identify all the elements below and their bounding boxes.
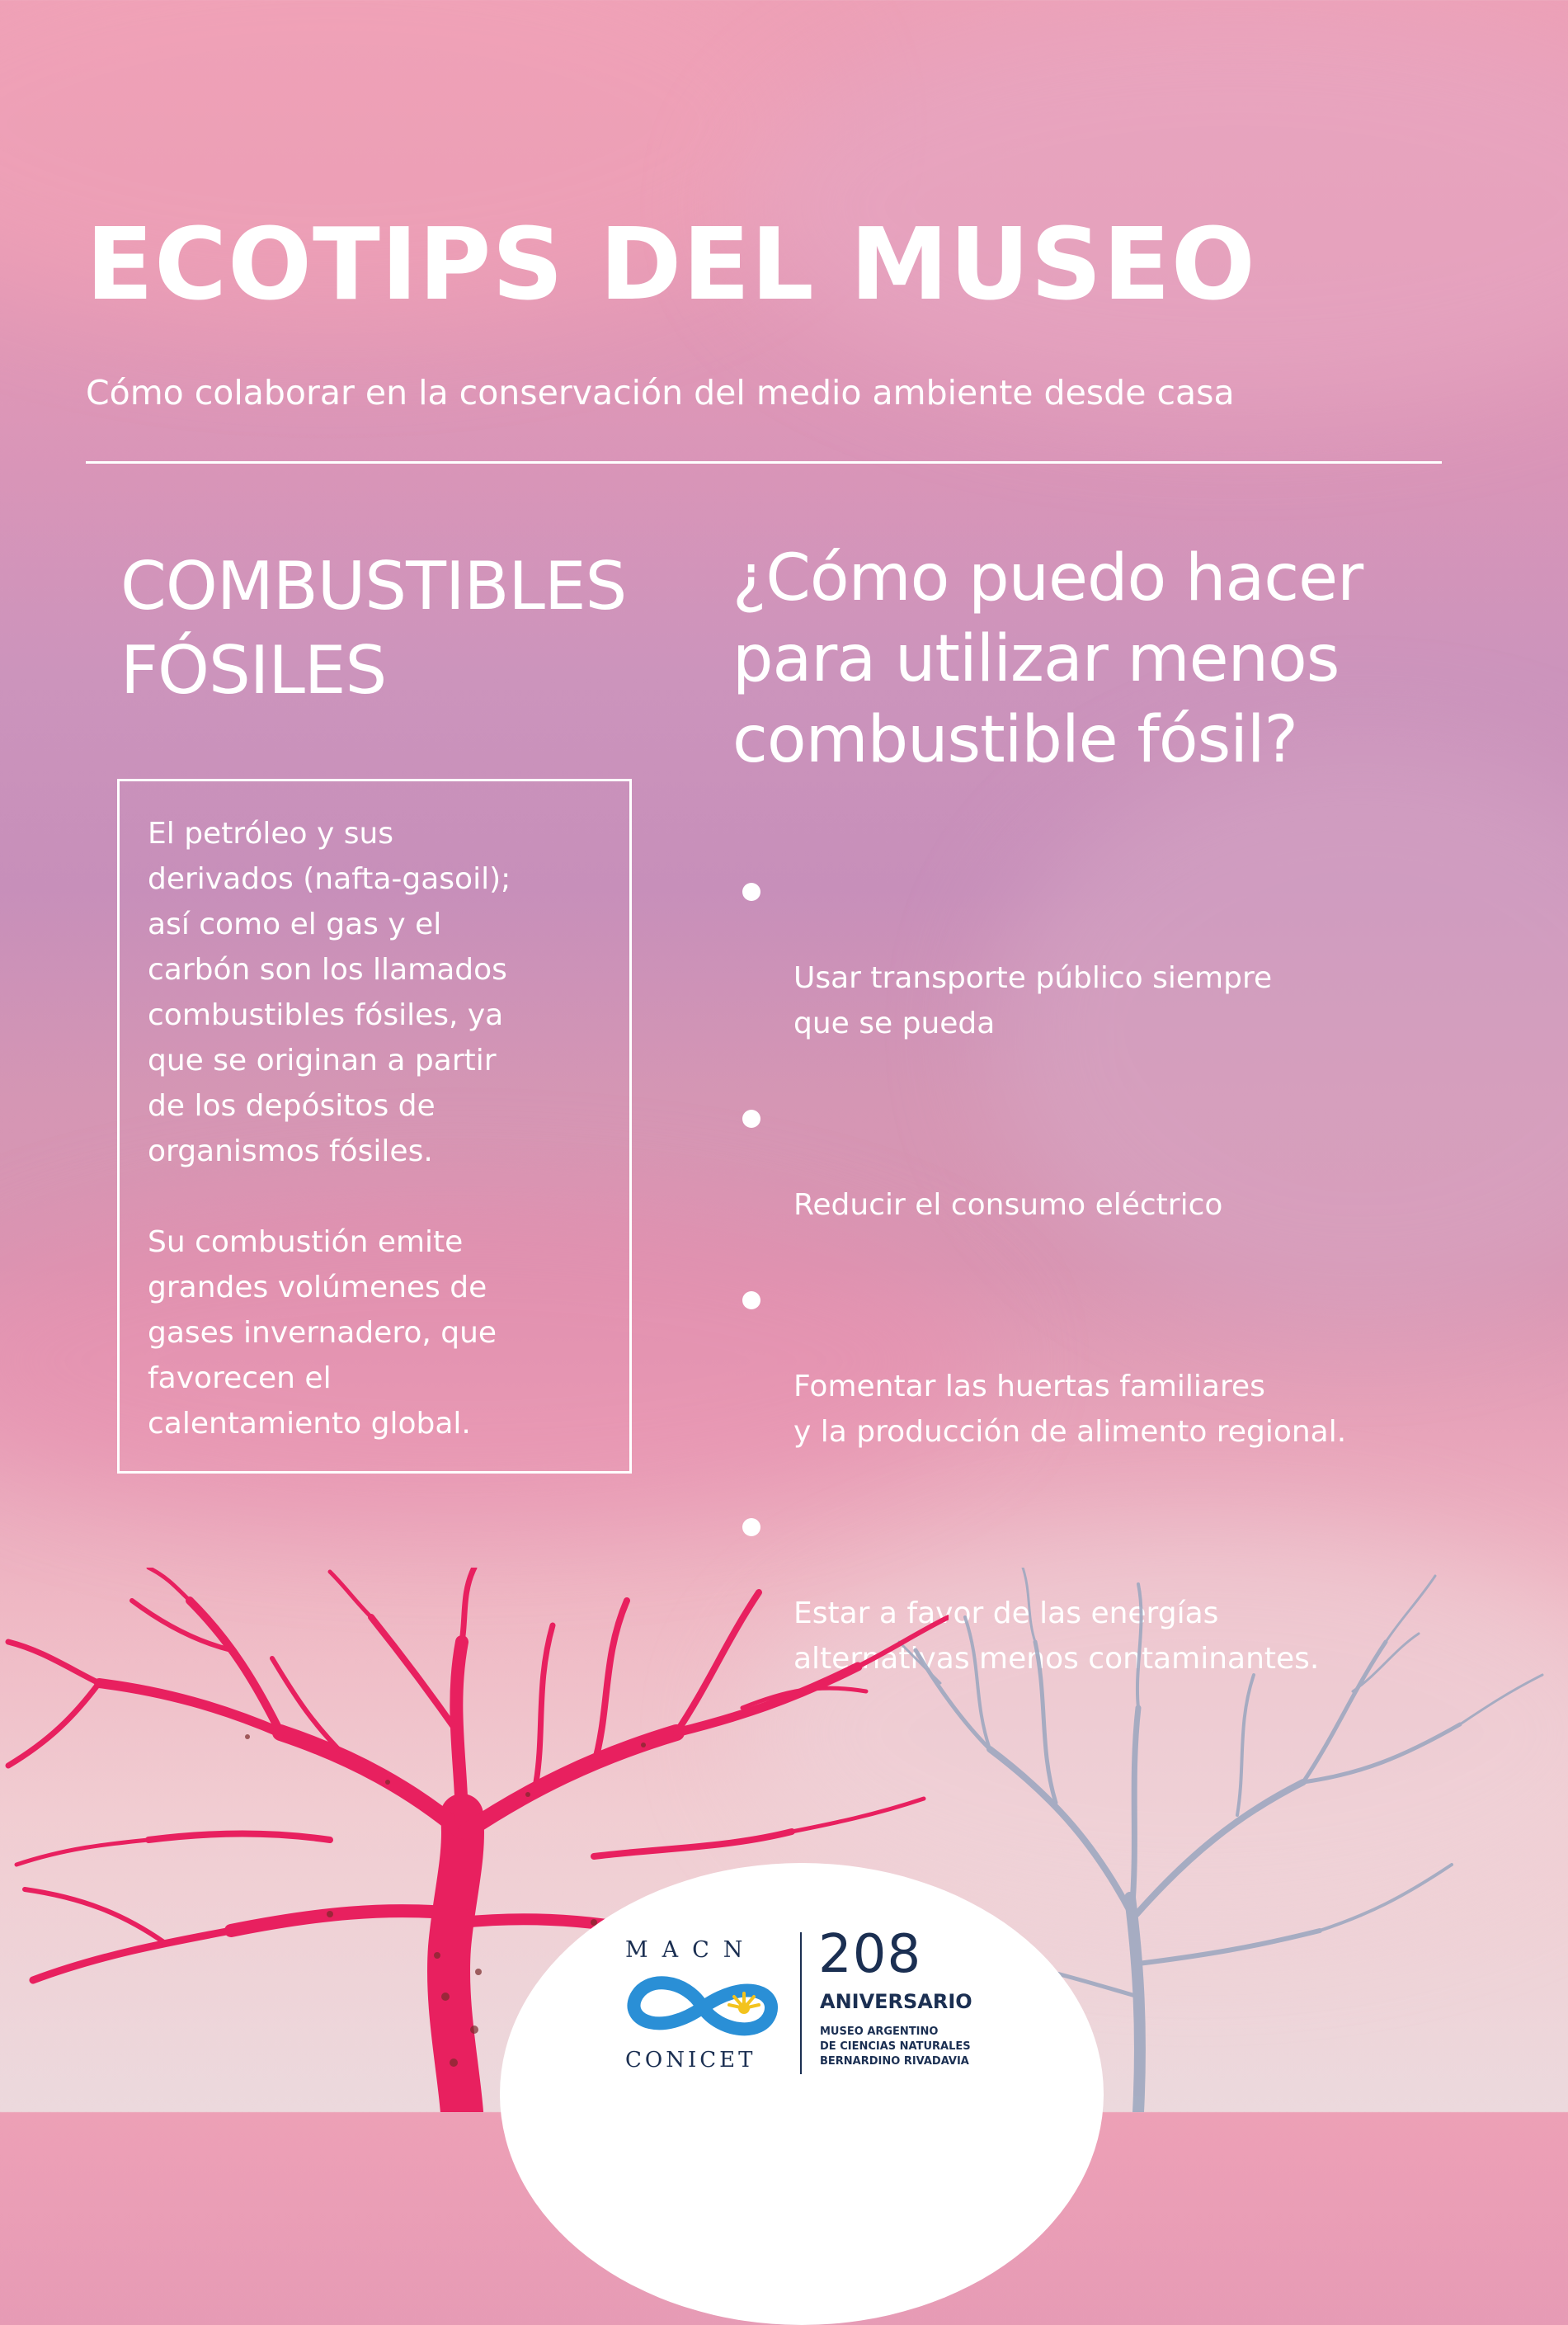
infinity-logo-icon bbox=[620, 1970, 785, 2044]
anniversary-number: 208 bbox=[818, 1924, 922, 1985]
tip-text: Estar a favor de las energías alternativas menos contaminantes. bbox=[793, 1596, 1320, 1676]
museum-name: MUSEO ARGENTINO DE CIENCIAS NATURALES BERNARDINO RIVADAVIA bbox=[820, 2026, 971, 2068]
tip-item bbox=[741, 865, 1483, 1046]
tip-item bbox=[741, 1273, 1483, 1455]
museum-logo bbox=[610, 1922, 1039, 2087]
page-subtitle: Cómo colaborar en la conservación del medio ambiente desde casa bbox=[86, 373, 1235, 413]
tip-text: Reducir el consumo eléctrico bbox=[793, 1188, 1223, 1222]
logo-divider bbox=[800, 1932, 802, 2074]
question-heading: ¿Cómo puedo hacer para utilizar menos combustible fósil? bbox=[732, 541, 1363, 777]
macn-wordmark: MACN bbox=[625, 1937, 757, 1963]
bullet-icon bbox=[742, 1518, 760, 1536]
tip-text: Fomentar las huertas familiares y la producción de alimento regional. bbox=[793, 1370, 1347, 1449]
bullet-icon bbox=[742, 1110, 760, 1128]
tip-item bbox=[741, 1500, 1483, 1681]
anniversary-label: ANIVERSARIO bbox=[820, 1990, 972, 2013]
watercolor-wash bbox=[742, 0, 1568, 413]
tip-text: Usar transporte público siempre que se pueda bbox=[793, 961, 1273, 1040]
tip-item bbox=[741, 1092, 1483, 1228]
tips-list bbox=[741, 865, 1483, 1727]
info-paragraph: Su combustión emite grandes volúmenes de gases invernadero, que favorecen el calentamiento global. bbox=[148, 1225, 497, 1441]
info-paragraph: El petróleo y sus derivados (nafta-gasoil); así como el gas y el carbón son los llamados combustibles fósiles, ya que se originan a partir de los depósitos de organismos fósiles. bbox=[148, 817, 511, 1168]
page-title: ECOTIPS DEL MUSEO bbox=[86, 208, 1256, 323]
bullet-icon bbox=[742, 1291, 760, 1309]
section-title: COMBUSTIBLES FÓSILES bbox=[120, 548, 627, 709]
header-divider bbox=[86, 461, 1442, 464]
info-box bbox=[117, 779, 632, 1474]
bullet-icon bbox=[742, 883, 760, 901]
conicet-wordmark: CONICET bbox=[625, 2048, 756, 2073]
